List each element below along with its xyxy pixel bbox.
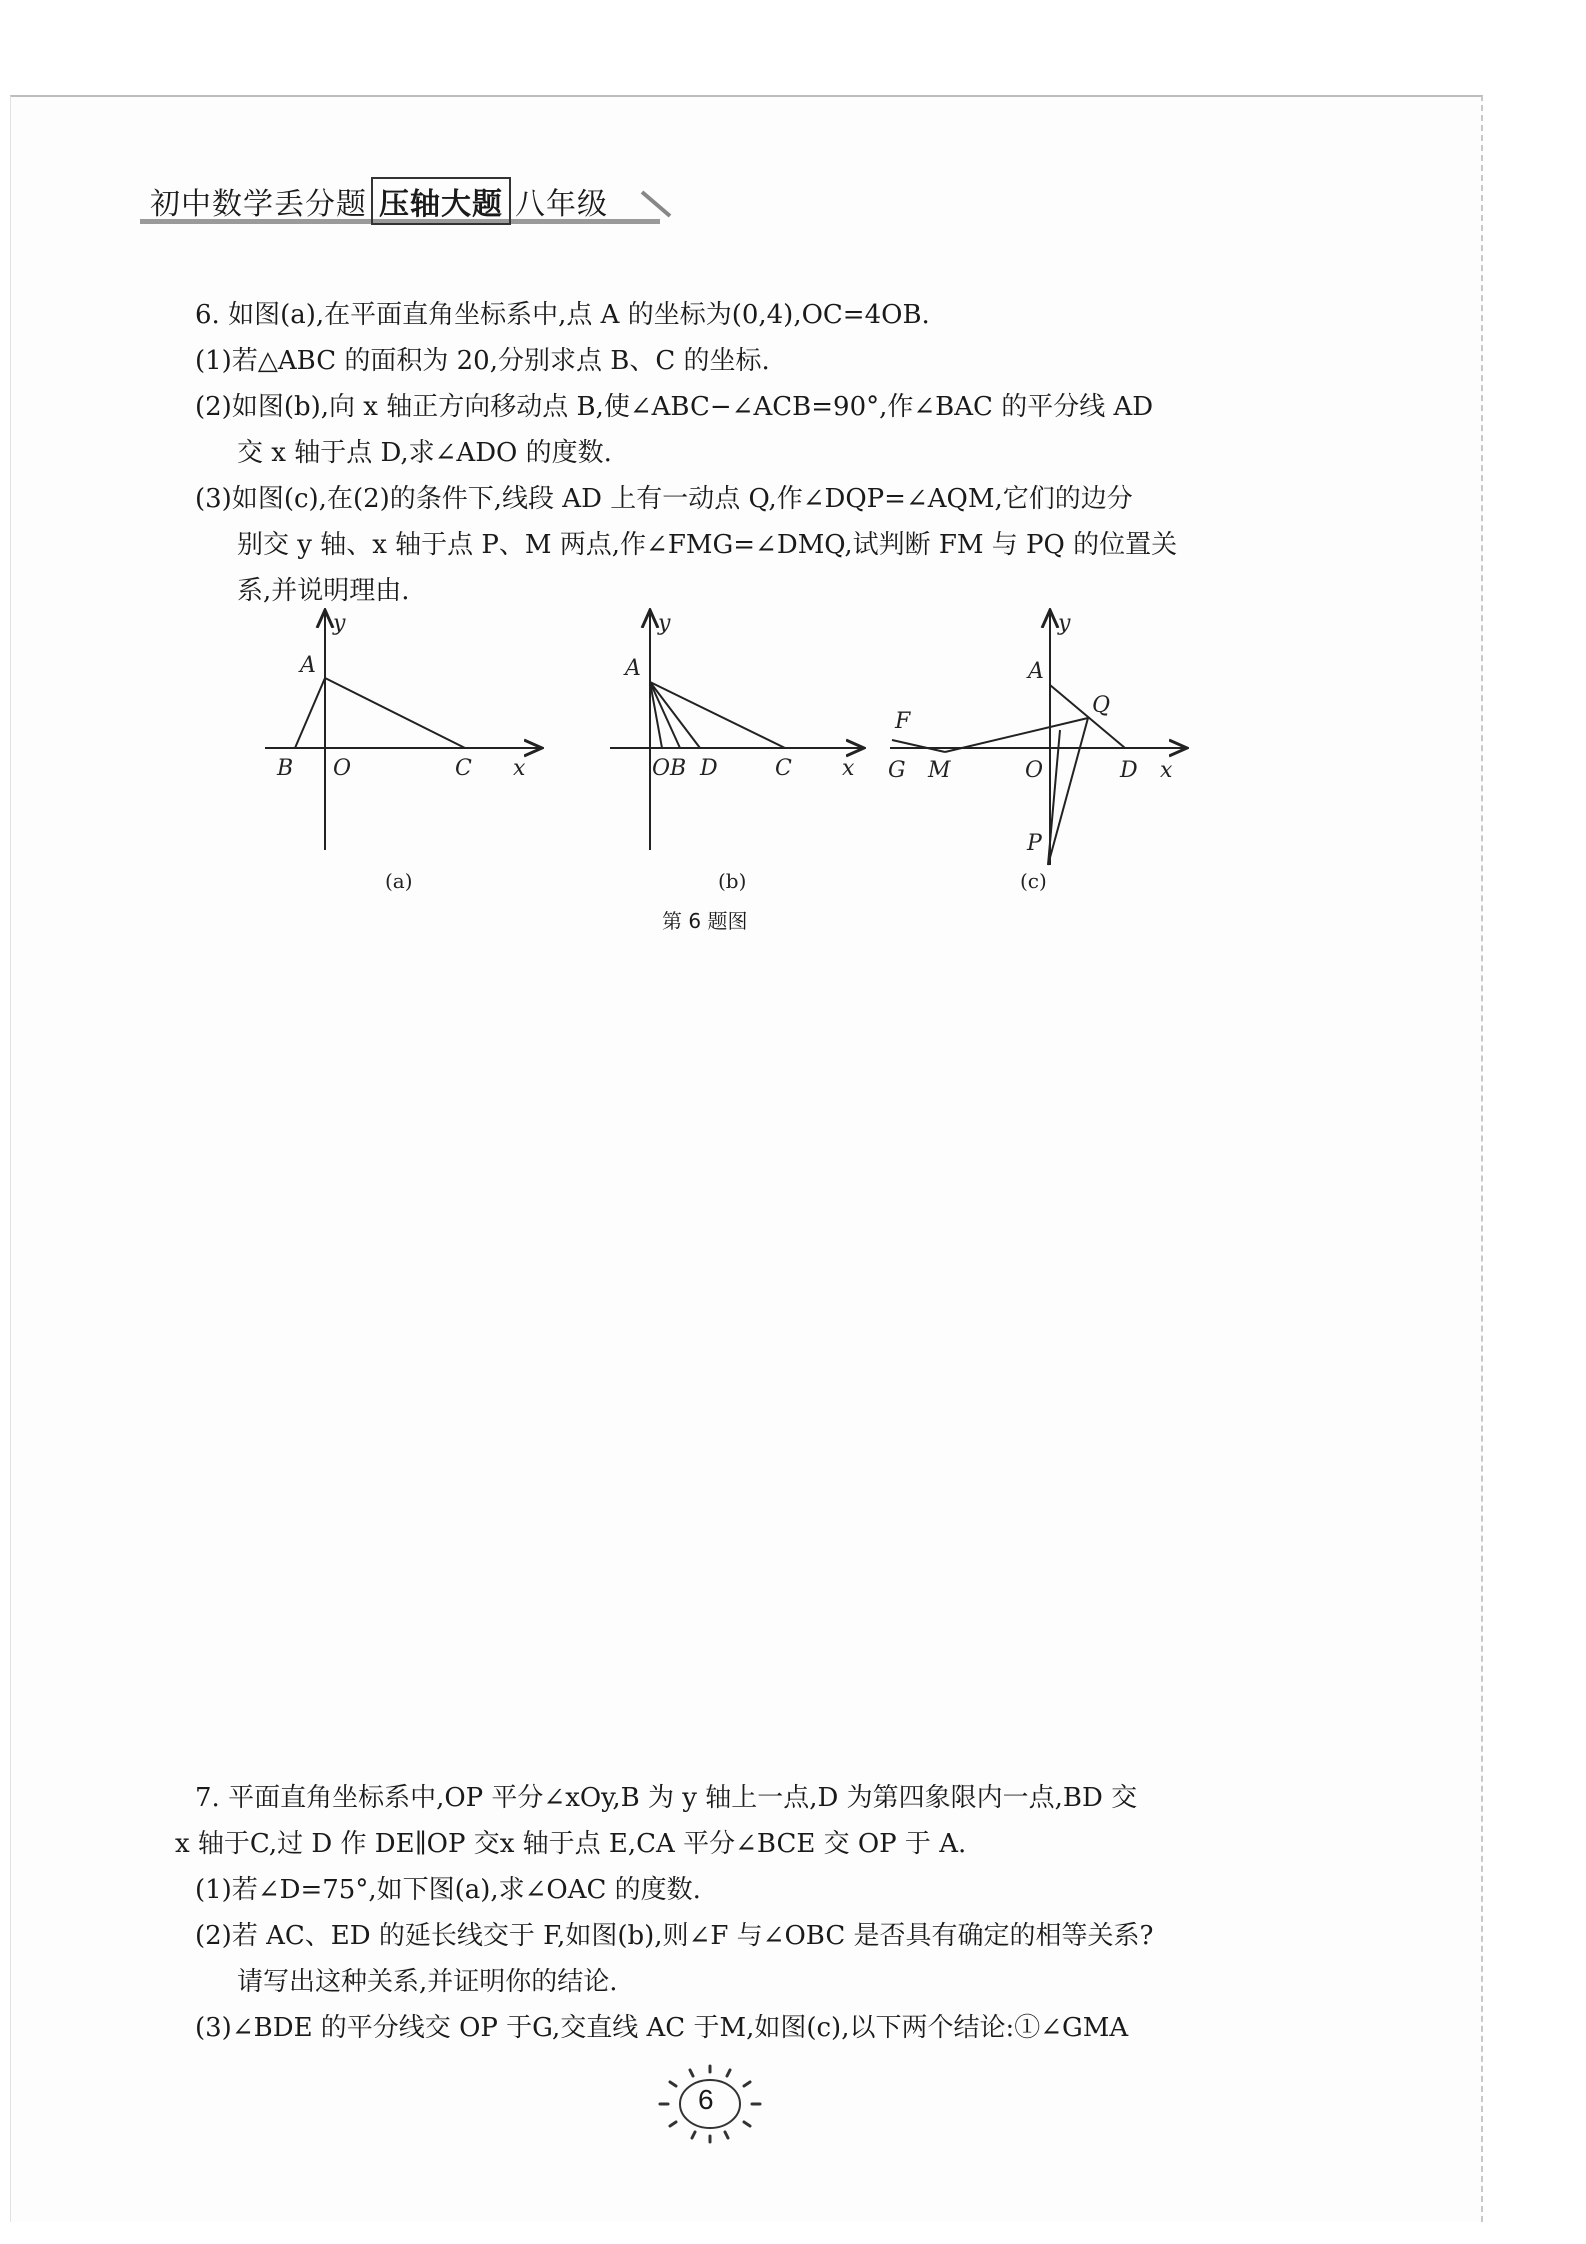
label-x: x	[842, 756, 855, 781]
label-G: G	[888, 758, 906, 783]
figure-6-title: 第 6 题图	[662, 909, 748, 933]
label-A: A	[300, 653, 316, 678]
caption-b: (b)	[718, 869, 747, 893]
problem-6-line: (3)如图(c),在(2)的条件下,线段 AD 上有一动点 Q,作∠DQP=∠AQM,它们的边分	[195, 484, 1133, 514]
problem-6-line: 交 x 轴于点 D,求∠ADO 的度数.	[237, 438, 612, 468]
header-prefix: 初中数学丢分题	[150, 187, 367, 222]
label-O: O	[652, 756, 671, 781]
page-header	[140, 175, 680, 227]
header-title	[150, 177, 608, 225]
segment-ad	[1050, 685, 1125, 748]
segment-ao	[650, 682, 662, 748]
caption-a: (a)	[385, 869, 413, 893]
header-arrow-icon	[640, 190, 680, 220]
segment-mq	[945, 718, 1088, 752]
label-Q: Q	[1092, 693, 1111, 718]
label-y: y	[658, 611, 671, 636]
problem-7-line: 7. 平面直角坐标系中,OP 平分∠xOy,B 为 y 轴上一点,D 为第四象限内一点,BD 交	[195, 1783, 1138, 1813]
problem-6-line: 别交 y 轴、x 轴于点 P、M 两点,作∠FMG=∠DMQ,试判断 FM 与 PQ 的位置关	[237, 530, 1178, 560]
label-F: F	[895, 709, 911, 734]
label-A: A	[625, 656, 641, 681]
label-D: D	[1120, 758, 1138, 783]
triangle-abc	[295, 678, 465, 748]
figure-c	[880, 600, 1210, 904]
segment-ac	[650, 682, 785, 748]
label-O: O	[1025, 758, 1044, 783]
caption-c: (c)	[1020, 869, 1047, 893]
label-P: P	[1027, 831, 1042, 856]
label-D: D	[700, 756, 718, 781]
page-number: 6	[698, 2084, 714, 2115]
label-B: B	[277, 756, 294, 781]
label-C: C	[455, 756, 472, 781]
header-badge: 压轴大题	[371, 177, 511, 225]
label-x: x	[513, 756, 526, 781]
figure-a	[255, 600, 555, 904]
label-O: O	[333, 756, 352, 781]
label-y: y	[333, 611, 346, 636]
header-suffix: 八年级	[515, 187, 608, 222]
problem-6-line: (1)若△ABC 的面积为 20,分别求点 B、C 的坐标.	[195, 346, 770, 376]
problem-6-line: 系,并说明理由.	[237, 576, 410, 606]
problem-6-line: 6. 如图(a),在平面直角坐标系中,点 A 的坐标为(0,4),OC=4OB.	[195, 300, 930, 330]
label-y: y	[1058, 611, 1071, 636]
problem-7-line: (3)∠BDE 的平分线交 OP 于G,交直线 AC 于M,如图(c),以下两个结论:①∠GMA	[195, 2013, 1129, 2043]
segment-fm	[892, 740, 945, 752]
problem-6-line: (2)如图(b),向 x 轴正方向移动点 B,使∠ABC−∠ACB=90°,作∠BAC 的平分线 AD	[195, 392, 1154, 422]
problem-7-text	[175, 1775, 1305, 2051]
label-C: C	[775, 756, 792, 781]
problem-7-line: 请写出这种关系,并证明你的结论.	[237, 1967, 618, 1997]
label-M: M	[928, 758, 951, 783]
label-x: x	[1160, 758, 1173, 783]
label-B: B	[670, 756, 687, 781]
label-A: A	[1028, 659, 1044, 684]
problem-7-line: (2)若 AC、ED 的延长线交于 F,如图(b),则∠F 与∠OBC 是否具有确定的相等关系?	[195, 1921, 1154, 1951]
figure-b	[600, 600, 900, 904]
problem-7-line: x 轴于C,过 D 作 DE∥OP 交x 轴于点 E,CA 平分∠BCE 交 OP 于 A.	[175, 1829, 967, 1859]
page-number-badge	[640, 2060, 780, 2150]
problem-6-text	[195, 292, 1325, 614]
problem-7-line: (1)若∠D=75°,如下图(a),求∠OAC 的度数.	[195, 1875, 701, 1905]
